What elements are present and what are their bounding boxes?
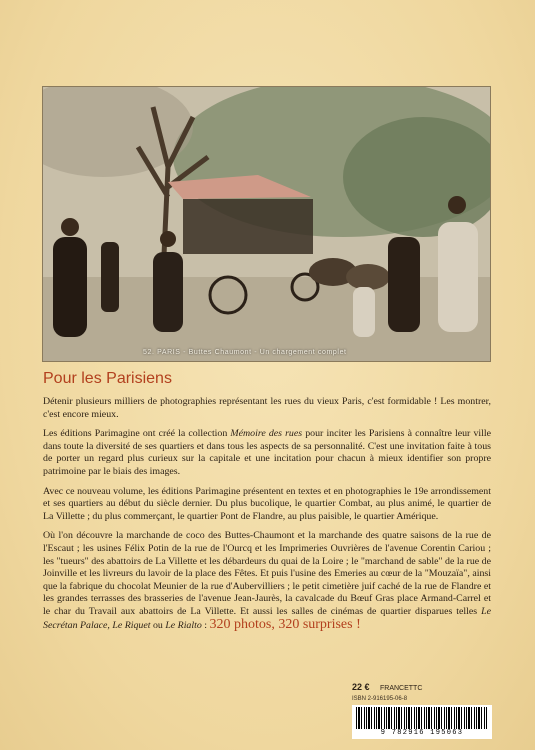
price: 22 € xyxy=(352,682,370,692)
text-span: Où l'on découvre la marchande de coco des Buttes-Chaumont et la marchande des quatre saisons de la rue de l'Escaut ; les usines Félix Potin de la rue de l'Ourcq et les Imprimeries Ouvrières de l'avenue Corentin Cariou ; les "tueurs" des abattoirs de La Villette et les débardeurs du quai de la Loire ; le "marchand de sable" de la rue de Joinville et les livreurs du lavoir de la place des Fêtes. Et puis l'usine des Emeries au cœur de la "Mouzaïa", ainsi que la fabrique du chocolat Meunier de la rue d'Aubervilliers ; le petit cimetière juif caché de la rue de Flandre et les grandes terrasses des brasseries de l'avenue Jean-Jaurès, la cavalcade du Bœuf Gras place Armand-Carrel et le char du Travail aux abattoirs de La Villette. Et aussi les salles de cinémas de quartier disparues telles xyxy=(43,530,491,617)
cinema-name: Le Rialto xyxy=(165,619,202,631)
text-span: Les éditions Parimagine ont créé la collection xyxy=(43,428,231,440)
collection-title: Mémoire des rues xyxy=(230,428,303,440)
body-text xyxy=(43,396,491,639)
paragraph-volume: Avec ce nouveau volume, les éditions Parimagine présentent en textes et en photographies le 19e arrondissement et ses quartiers au début du siècle dernier. Du plus bucolique, le quartier Combat, au plus animé, le quartier de La Villette ; du plus commerçant, le quartier Pont de Flandre, au plus paisible, le quartier Amérique. xyxy=(43,485,491,522)
vintage-photo-illustration xyxy=(43,87,490,361)
barcode-bars xyxy=(356,707,488,729)
barcode xyxy=(352,705,492,739)
cinema-names: Le Secrétan Palace, Le Riquet xyxy=(43,605,491,631)
distributor: FRANCETTC xyxy=(379,685,423,692)
paragraph-collection xyxy=(43,428,491,478)
price-block xyxy=(352,677,492,739)
paragraph-discoveries xyxy=(43,530,491,632)
section-heading: Pour les Parisiens xyxy=(43,370,172,387)
highlight-tagline: 320 photos, 320 surprises ! xyxy=(209,616,361,632)
text-span: pour inciter les Parisiens à connaître leur ville dans toute la diversité de ses quartiers et dans tous les aspects de sa personnalité. C'est une invitation faite à tous de porter un regard plus curieux sur la capitale et une incitation pour chacun à mieux identifier son propre patrimoine par le biais des images. xyxy=(43,428,491,477)
isbn: ISBN 2-916195-06-8 xyxy=(352,696,408,702)
photo-caption: 52. PARIS - Buttes Chaumont - Un chargement complet xyxy=(143,349,347,356)
barcode-number: 9 782916 195063 xyxy=(380,729,464,737)
text-span: : xyxy=(201,619,210,631)
text-span: ou xyxy=(150,619,166,631)
cover-photo xyxy=(43,87,490,361)
paragraph-intro: Détenir plusieurs milliers de photographies représentant les rues du vieux Paris, c'est formidable ! Les montrer, c'est encore mieux. xyxy=(43,396,491,420)
